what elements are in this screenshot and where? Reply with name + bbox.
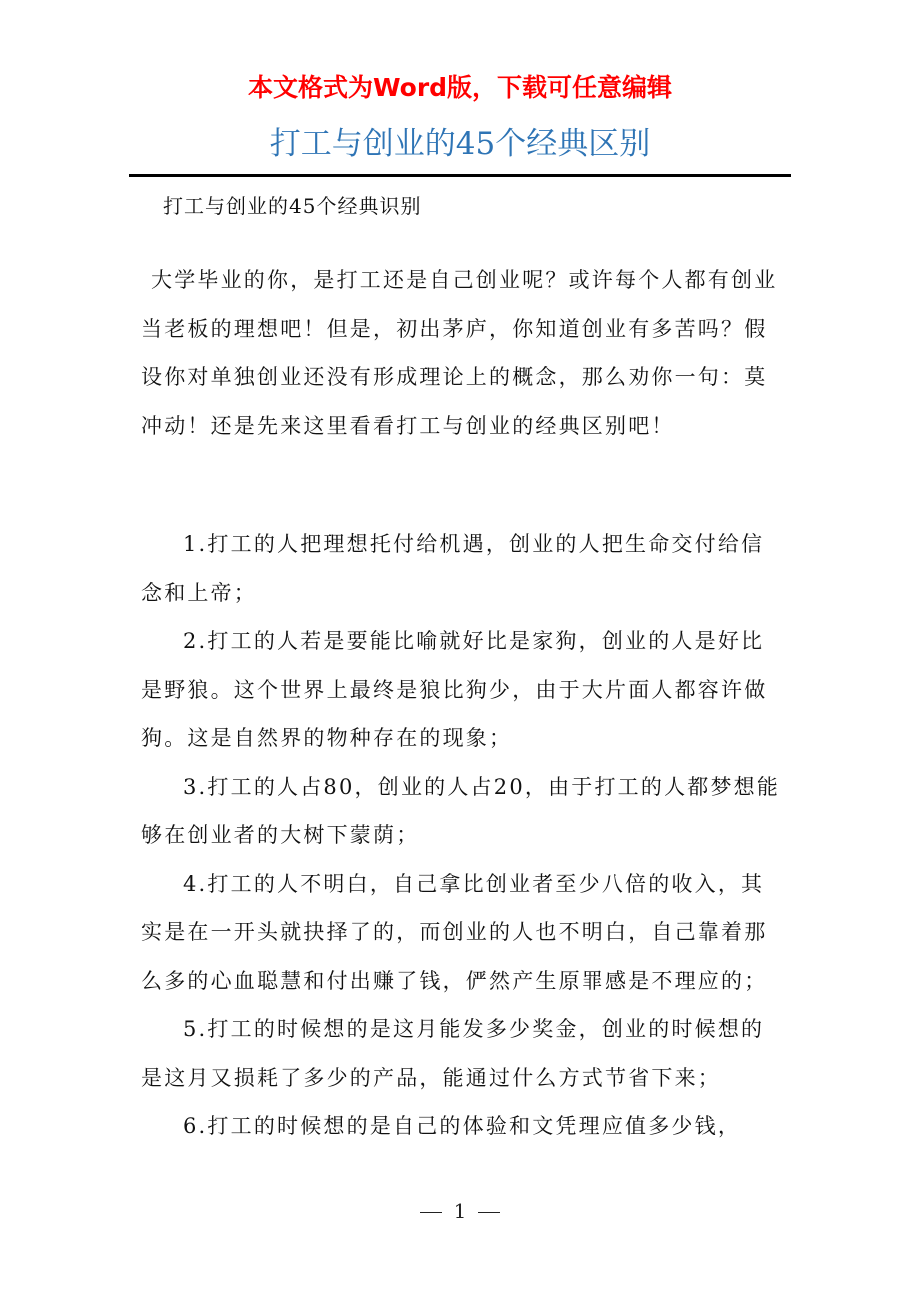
document-subtitle: 打工与创业的45个经典识别 <box>163 194 422 218</box>
footer-dash-left <box>420 1212 442 1213</box>
list-item: 2.打工的人若是要能比喻就好比是家狗，创业的人是好比是野狼。这个世界上最终是狼比狗少，由于大片面人都容许做狗。这是自然界的物种存在的现象； <box>141 629 768 750</box>
document-title: 打工与创业的45个经典区别 <box>269 126 651 162</box>
page-footer <box>0 1196 920 1226</box>
list-item: 1.打工的人把理想托付给机遇，创业的人把生命交付给信念和上帝； <box>141 532 765 605</box>
page-number: 1 <box>453 1199 467 1223</box>
footer-dash-right <box>478 1212 500 1213</box>
difference-list <box>141 520 783 1151</box>
list-item: 3.打工的人占80，创业的人占20，由于打工的人都梦想能够在创业者的大树下蒙荫； <box>141 774 781 847</box>
title-divider <box>129 174 791 177</box>
intro-paragraph: 大学毕业的你，是打工还是自己创业呢？或许每个人都有创业当老板的理想吧！但是，初出茅庐，你知道创业有多苦吗？假设你对单独创业还没有形成理论上的概念，那么劝你一句：莫冲动！还是先来这里看看打工与创业的经典区别吧！ <box>141 268 778 438</box>
list-item: 6.打工的时候想的是自己的体验和文凭理应值多少钱， <box>183 1114 742 1138</box>
word-format-banner: 本文格式为Word版，下载可任意编辑 <box>247 73 673 102</box>
list-item: 4.打工的人不明白，自己拿比创业者至少八倍的收入，其实是在一开头就抉择了的，而创业的人也不明白，自己靠着那么多的心血聪慧和付出赚了钱，俨然产生原罪感是不理应的； <box>141 871 768 993</box>
list-item: 5.打工的时候想的是这月能发多少奖金，创业的时候想的是这月又损耗了多少的产品，能通过什么方式节省下来； <box>141 1017 765 1090</box>
